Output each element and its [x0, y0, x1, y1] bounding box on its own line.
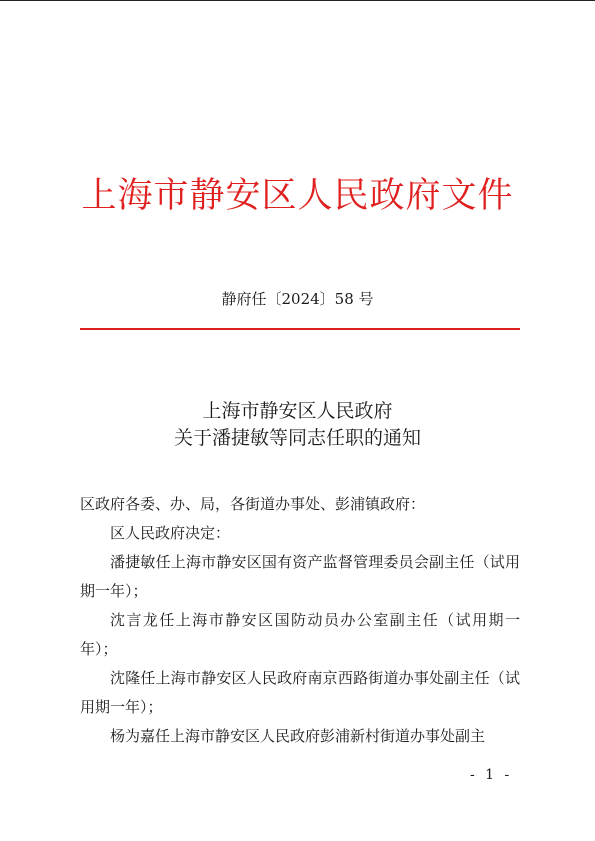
- paragraph: 区人民政府决定：: [110, 524, 231, 542]
- title-line-1: 上海市静安区人民政府: [202, 400, 393, 422]
- paragraph: 沈言龙任上海市静安区国防动员办公室副主任（试用期一年）；: [80, 611, 520, 658]
- title-line-2: 关于潘捷敏等同志任职的通知: [173, 427, 421, 449]
- red-divider-rule: [80, 328, 520, 330]
- paragraph: 潘捷敏任上海市静安区国有资产监督管理委员会副主任（试用期一年）；: [80, 553, 520, 600]
- paragraph: 沈隆任上海市静安区人民政府南京西路街道办事处副主任（试用期一年）；: [80, 669, 520, 716]
- top-border: [0, 0, 595, 1]
- document-body: [80, 490, 520, 751]
- document-title: [0, 398, 595, 452]
- page-number: - 1 -: [470, 767, 513, 783]
- document-masthead: 上海市静安区人民政府文件: [81, 176, 514, 216]
- paragraph: 杨为嘉任上海市静安区人民政府彭浦新村街道办事处副主: [110, 727, 486, 745]
- document-number: 静府任〔2024〕58 号: [221, 290, 374, 308]
- salutation: 区政府各委、办、局，各街道办事处、彭浦镇政府：: [80, 495, 426, 513]
